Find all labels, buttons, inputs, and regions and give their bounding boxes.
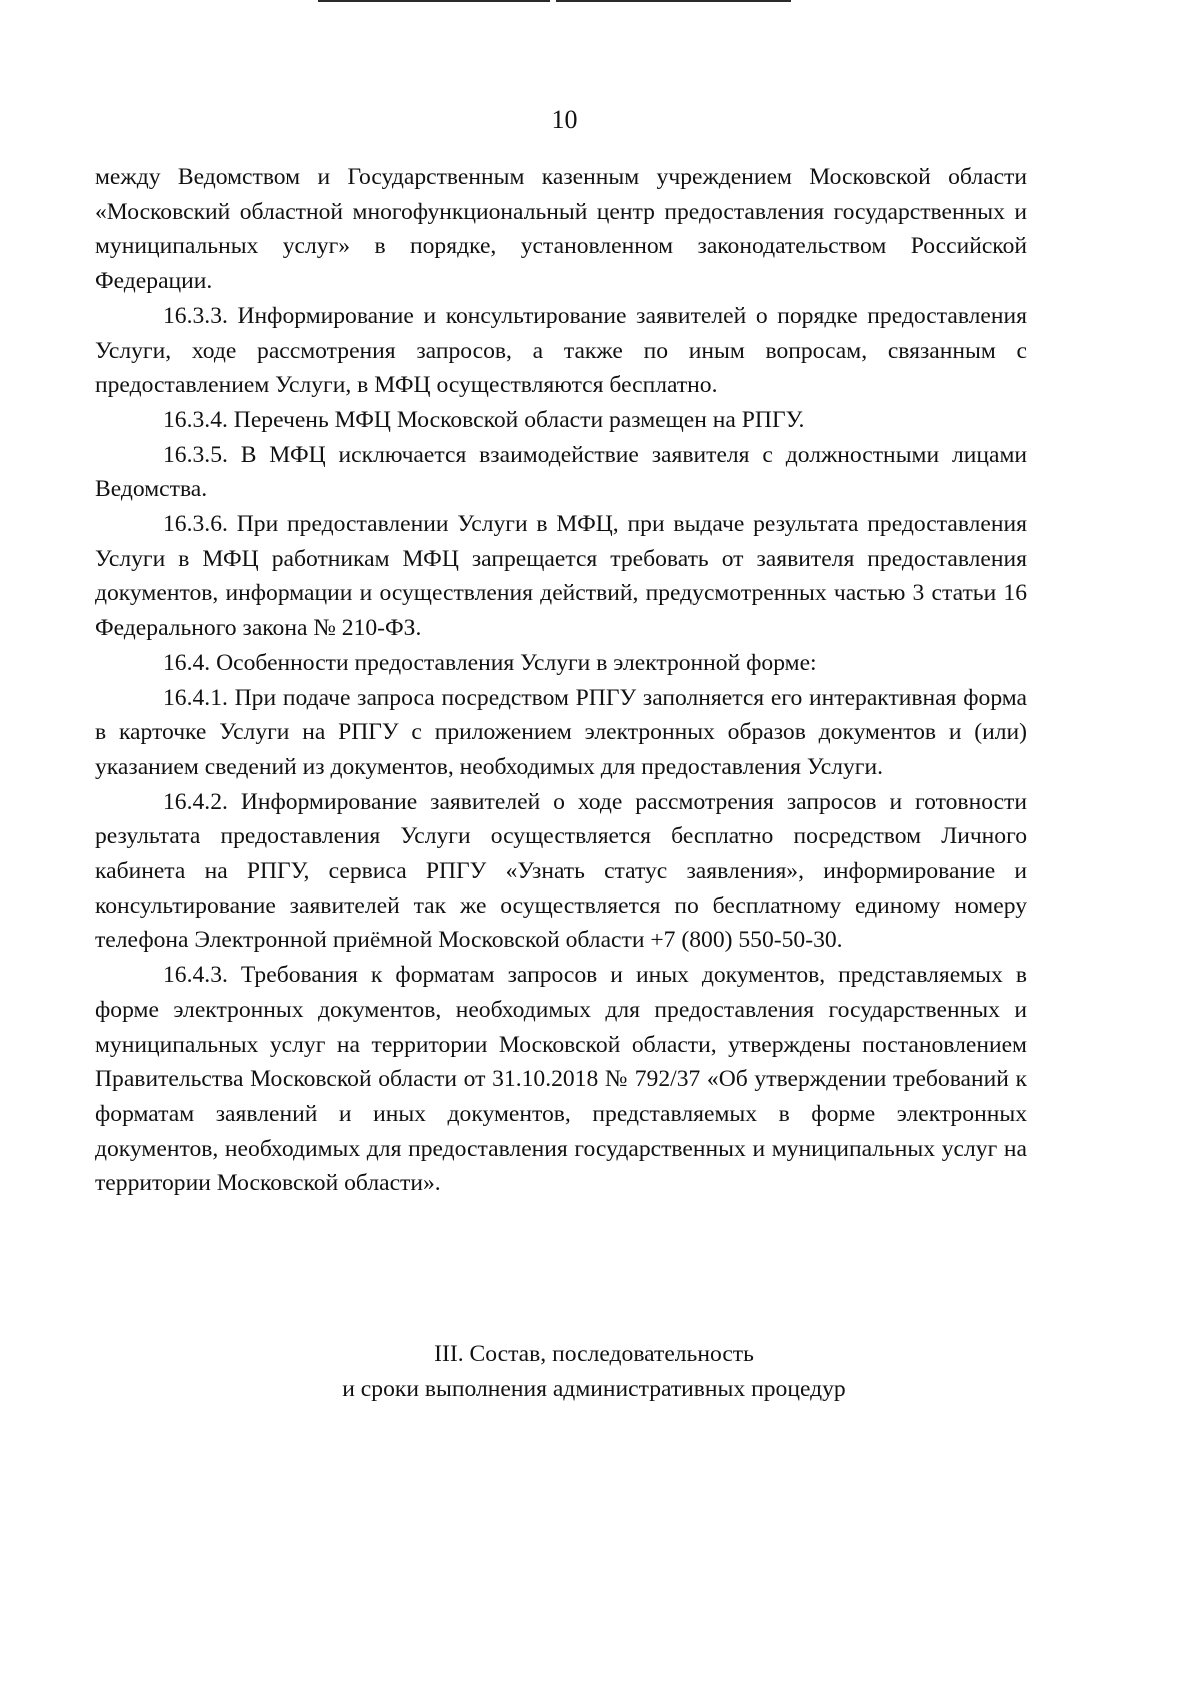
section-heading-line-2: и сроки выполнения административных процедур bbox=[342, 1376, 846, 1402]
section-heading-line-1: III. Состав, последовательность bbox=[434, 1341, 754, 1367]
paragraph-16-4: 16.4. Особенности предоставления Услуги в электронной форме: bbox=[163, 649, 817, 676]
page-number: 10 bbox=[551, 105, 578, 134]
document-body bbox=[95, 160, 1027, 1201]
scan-edge-line bbox=[556, 0, 791, 2]
paragraph-16-4-3: 16.4.3. Требования к форматам запросов и иных документов, представляемых в форме электронных документов, необходимых для предоставления государственных и муниципальных услуг на территории Московской области, утверждены постановлением Правительства Московской области от 31.10.2018 № 792/37 «Об утверждении требований к форматам заявлений и иных документов, представляемых в форме электронных документов, необходимых для предоставления государственных и муниципальных услуг на территории Московской области». bbox=[95, 962, 1027, 1197]
scan-edge-line bbox=[318, 0, 550, 2]
paragraph-16-3-5: 16.3.5. В МФЦ исключается взаимодействие заявителя с должностными лицами Ведомства. bbox=[95, 441, 1027, 503]
paragraph-16-3-3: 16.3.3. Информирование и консультирование заявителей о порядке предоставления Услуги, ходе рассмотрения запросов, а также по иным вопросам, связанным с предоставлением Услуги, в МФЦ осуществляются бесплатно. bbox=[95, 302, 1027, 399]
paragraph-16-4-2: 16.4.2. Информирование заявителей о ходе рассмотрения запросов и готовности результата предоставления Услуги осуществляется бесплатно посредством Личного кабинета на РПГУ, сервиса РПГУ «Узнать статус заявления», информирование и консультирование заявителей так же осуществляется по бесплатному единому номеру телефона Электронной приёмной Московской области +7 (800) 550-50-30. bbox=[95, 788, 1027, 954]
paragraph-16-3-4: 16.3.4. Перечень МФЦ Московской области размещен на РПГУ. bbox=[163, 406, 805, 433]
paragraph-16-3-6: 16.3.6. При предоставлении Услуги в МФЦ, при выдаче результата предоставления Услуги в МФЦ работникам МФЦ запрещается требовать от заявителя предоставления документов, информации и осуществления действий, предусмотренных частью 3 статьи 16 Федерального закона № 210-ФЗ. bbox=[95, 511, 1027, 642]
paragraph-continuation: между Ведомством и Государственным казенным учреждением Московской области «Московский областной многофункциональный центр предоставления государственных и муниципальных услуг» в порядке, установленном законодательством Российской Федерации. bbox=[95, 164, 1027, 295]
section-heading bbox=[95, 1337, 1093, 1407]
paragraph-16-4-1: 16.4.1. При подаче запроса посредством РПГУ заполняется его интерактивная форма в карточке Услуги на РПГУ с приложением электронных образов документов и (или) указанием сведений из документов, необходимых для предоставления Услуги. bbox=[95, 684, 1027, 780]
